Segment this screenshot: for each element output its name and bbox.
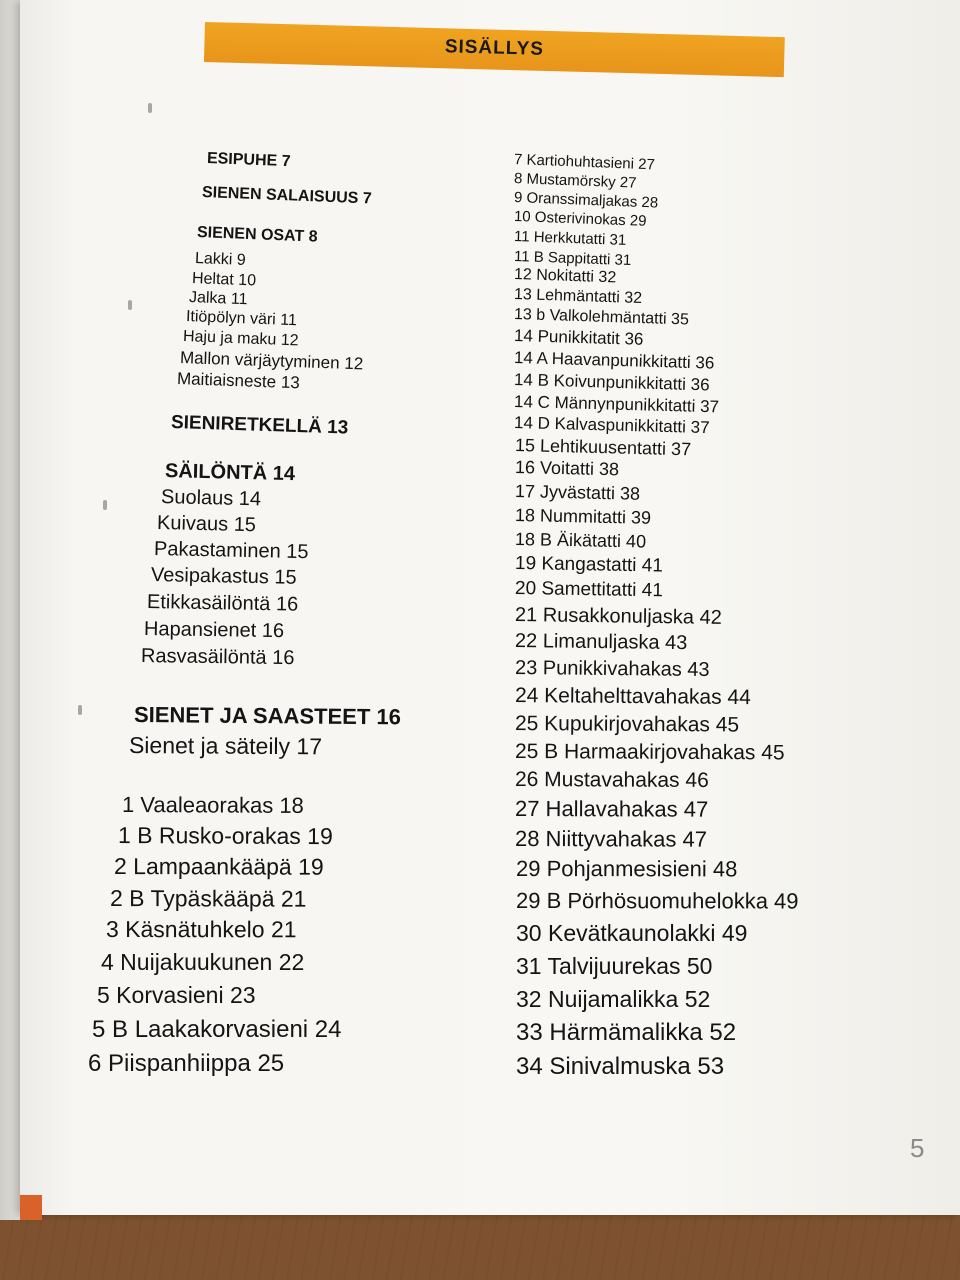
toc-entry: 16 Voitatti 38 xyxy=(514,457,620,480)
cover-edge xyxy=(20,1195,42,1220)
toc-entry: 14 B Koivunpunikkitatti 36 xyxy=(513,370,710,395)
toc-entry: Itiöpölyn väri 11 xyxy=(185,308,298,330)
toc-entry: 9 Oranssimaljakas 28 xyxy=(513,189,659,212)
toc-entry: Vesipakastus 15 xyxy=(150,564,297,589)
toc-entry: 34 Sinivalmuska 53 xyxy=(516,1053,725,1080)
toc-entry: 5 B Laakakorvasieni 24 xyxy=(92,1016,342,1043)
toc-entry: 24 Keltahelttavahakas 44 xyxy=(514,684,751,710)
toc-entry: 6 Piispanhiippa 25 xyxy=(88,1050,285,1077)
toc-entry: 14 D Kalvaspunikkitatti 37 xyxy=(513,413,710,438)
toc-entry: Maitiaisneste 13 xyxy=(176,369,301,393)
toc-entry: 13 Lehmäntatti 32 xyxy=(513,286,643,308)
section-title: SISÄLLYS xyxy=(444,36,545,60)
toc-entry: ESIPUHE 7 xyxy=(206,150,291,171)
toc-entry: SIENIRETKELLÄ 13 xyxy=(170,412,349,439)
toc-entry: 20 Samettitatti 41 xyxy=(514,578,664,602)
toc-entry: 28 Niittyvahakas 47 xyxy=(514,826,708,852)
toc-entry: 29 B Pörhösuomuhelokka 49 xyxy=(515,888,799,914)
toc-entry: 2 B Typäskääpä 21 xyxy=(109,885,307,912)
toc-entry: 18 Nummitatti 39 xyxy=(514,505,652,528)
binding-stitch xyxy=(103,500,107,510)
toc-entry: SIENEN OSAT 8 xyxy=(196,224,318,246)
toc-entry: Heltat 10 xyxy=(191,270,257,290)
toc-entry: 17 Jyvästatti 38 xyxy=(514,481,641,504)
toc-entry: 33 Härmämalikka 52 xyxy=(516,1019,737,1046)
toc-entry: 19 Kangastatti 41 xyxy=(514,553,664,577)
toc-entry: SIENET JA SAASTEET 16 xyxy=(133,702,402,730)
toc-entry: 10 Osterivinokas 29 xyxy=(513,208,647,230)
toc-entry: Etikkasäilöntä 16 xyxy=(146,591,299,616)
toc-entry: 12 Nokitatti 32 xyxy=(513,266,617,287)
toc-entry: Jalka 11 xyxy=(188,289,248,309)
toc-entry: SIENEN SALAISUUS 7 xyxy=(201,184,373,208)
toc-entry: 26 Mustavahakas 46 xyxy=(514,768,709,793)
toc-entry: Pakastaminen 15 xyxy=(153,538,309,564)
toc-entry: 31 Talvijuurekas 50 xyxy=(516,953,713,979)
toc-entry: Rasvasäilöntä 16 xyxy=(140,645,295,670)
toc-entry: Kuivaus 15 xyxy=(156,512,257,537)
toc-entry: 21 Rusakkonuljaska 42 xyxy=(514,604,722,629)
toc-entry: Sienet ja säteily 17 xyxy=(128,732,323,760)
toc-entry: 14 A Haavanpunikkitatti 36 xyxy=(513,348,715,373)
toc-entry: Suolaus 14 xyxy=(160,486,262,511)
binding-stitch xyxy=(78,705,82,715)
toc-entry: 13 b Valkolehmäntatti 35 xyxy=(513,306,690,329)
toc-entry: 1 B Rusko-orakas 19 xyxy=(117,822,333,850)
toc-entry: 18 B Äikätatti 40 xyxy=(514,529,647,552)
toc-entry: 5 Korvasieni 23 xyxy=(97,982,256,1008)
toc-entry: 32 Nuijamalikka 52 xyxy=(516,986,711,1012)
toc-entry: Lakki 9 xyxy=(194,250,247,269)
toc-entry: 7 Kartiohuhtasieni 27 xyxy=(513,151,656,174)
toc-entry: 27 Hallavahakas 47 xyxy=(514,796,709,822)
toc-entry: Haju ja maku 12 xyxy=(182,328,299,350)
toc-entry: SÄILÖNTÄ 14 xyxy=(164,460,296,486)
toc-entry: 25 Kupukirjovahakas 45 xyxy=(514,712,740,737)
toc-entry: 11 Herkkutatti 31 xyxy=(513,228,627,249)
toc-entry: 8 Mustamörsky 27 xyxy=(513,170,637,192)
toc-entry: 3 Käsnätuhkelo 21 xyxy=(105,916,297,943)
page-number: 5 xyxy=(910,1133,925,1163)
toc-entry: 11 B Sappitatti 31 xyxy=(513,248,632,270)
toc-entry: 23 Punikkivahakas 43 xyxy=(514,657,710,682)
toc-entry: 14 Punikkitatit 36 xyxy=(513,326,644,349)
binding-stitch xyxy=(128,300,132,310)
toc-entry: 2 Lampaankääpä 19 xyxy=(113,853,324,880)
toc-entry: 15 Lehtikuusentatti 37 xyxy=(514,435,692,460)
toc-entry: 30 Kevätkaunolakki 49 xyxy=(516,920,748,946)
toc-entry: 22 Limanuljaska 43 xyxy=(514,630,688,655)
toc-entry: Hapansienet 16 xyxy=(143,618,285,643)
toc-entry: Mallon värjäytyminen 12 xyxy=(179,348,364,374)
toc-entry: 14 C Männynpunikkitatti 37 xyxy=(513,392,720,417)
binding-stitch xyxy=(148,103,152,113)
toc-entry: 4 Nuijakuukunen 22 xyxy=(101,949,305,975)
toc-entry: 25 B Harmaakirjovahakas 45 xyxy=(514,740,785,765)
toc-entry: 1 Vaaleaorakas 18 xyxy=(121,792,304,818)
toc-entry: 29 Pohjanmesisieni 48 xyxy=(515,856,738,882)
